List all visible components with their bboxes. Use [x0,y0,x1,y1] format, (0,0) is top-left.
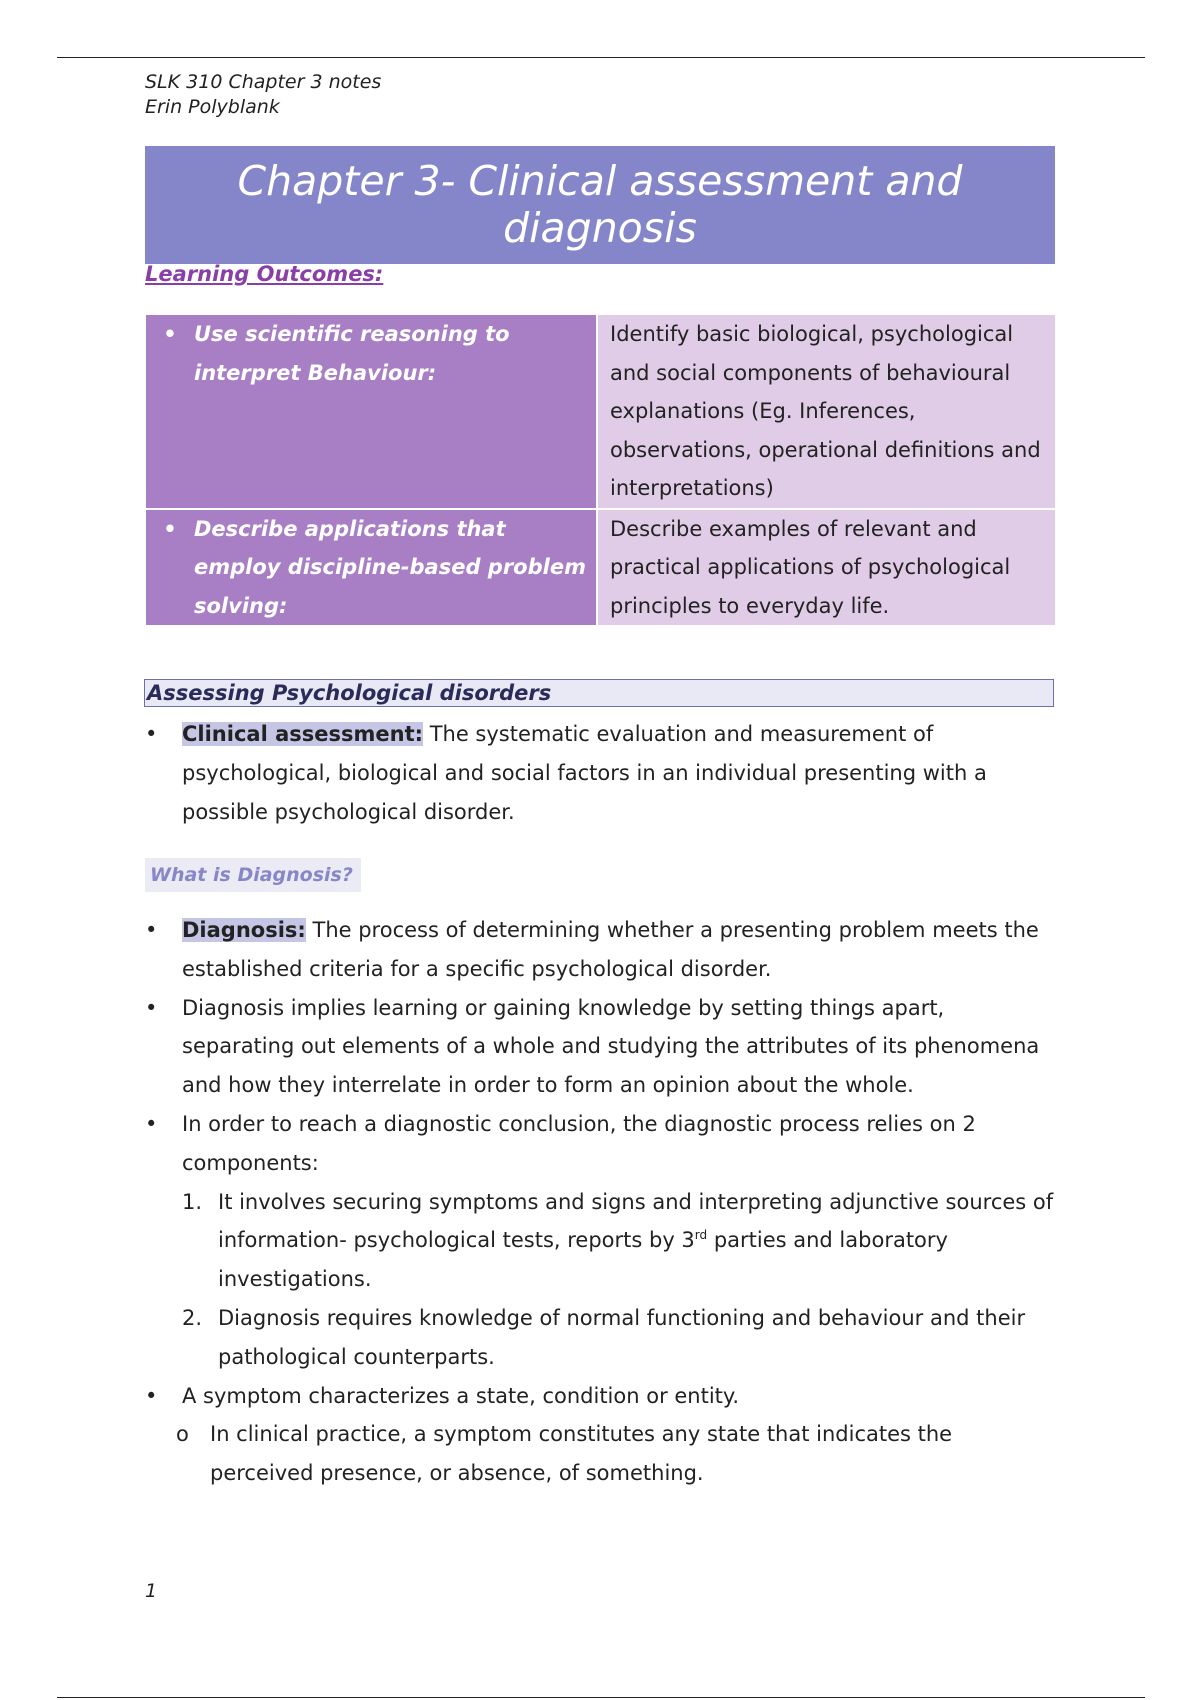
bullet-marker: • [145,995,158,1020]
learning-outcomes-table [146,315,1055,627]
numbered-item [145,1299,1055,1377]
list-item-text: Diagnosis implies learning or gaining knowledge by setting things apart, separating out elements of a whole and studying the attributes of its phenomena and how they interrelate in order to form an opinion about the whole. [182,995,1040,1098]
header-author: Erin Polyblank [145,96,280,118]
number-marker: 2. [182,1305,203,1330]
table-row [146,509,1055,627]
list-item [145,715,1055,831]
table-row [146,315,1055,509]
chapter-title: Chapter 3- Clinical assessment and diagnosis [237,157,963,252]
outcome-text: Use scientific reasoning to interpret Behaviour: [194,322,510,385]
bullet-marker: • [145,1111,158,1136]
definition-text: The systematic evaluation and measurement of psychological, biological and social factors in an individual presenting with a possible psychological disorder. [182,722,987,824]
number-marker: 1. [182,1189,203,1214]
document-header [145,70,381,120]
header-course: SLK 310 Chapter 3 notes [145,71,382,93]
list-item [145,989,1055,1105]
sub-list-item [145,1415,1055,1493]
page-number: 1 [145,1580,158,1602]
bullet-marker: • [145,1383,158,1408]
learning-outcomes-heading: Learning Outcomes: [145,262,384,286]
sub-list-item-text: In clinical practice, a symptom constitutes any state that indicates the perceived presence, or absence, of something. [210,1422,953,1486]
outcome-detail-cell: Identify basic biological, psychological and social components of behavioural explanations (Eg. Inferences, observations, operational definitions and interpretations) [597,315,1055,509]
bullet-marker: • [145,722,158,746]
diagnosis-subheading: What is Diagnosis? [145,858,361,892]
definition-text: The process of determining whether a presenting problem meets the established criteria for a specific psychological disorder. [182,918,1039,981]
section-heading-box [144,679,1054,707]
section-heading: Assessing Psychological disorders [147,681,552,705]
outcome-detail-cell: Describe examples of relevant and practical applications of psychological principles to everyday life. [597,509,1055,627]
numbered-item [145,1183,1055,1299]
bullet-marker: • [163,322,177,346]
list-item [145,1105,1055,1183]
list-item-text: In order to reach a diagnostic conclusion, the diagnostic process relies on 2 components: [182,1111,976,1175]
bullet-marker: • [145,918,158,942]
diagnosis-list [145,911,1055,1493]
numbered-item-text: Diagnosis requires knowledge of normal functioning and behaviour and their pathological counterparts. [218,1305,1026,1369]
sub-bullet-marker: o [176,1422,189,1447]
list-item [145,911,1055,989]
bullet-marker: • [163,516,177,541]
clinical-assessment-list [145,715,1055,831]
outcome-cell [146,509,597,627]
outcome-text: Describe applications that employ discipline-based problem solving: [194,516,586,618]
chapter-title-banner [145,146,1055,264]
term-highlight: Clinical assessment: [182,722,424,746]
list-item [145,1377,1055,1416]
superscript: rd [694,1228,708,1243]
list-item-text: A symptom characterizes a state, condition or entity. [182,1383,740,1408]
outcome-cell [146,315,597,509]
footer-rule [57,1697,1145,1698]
header-rule [57,57,1145,58]
numbered-item-text: It involves securing symptoms and signs and interpreting adjunctive sources of information- psychological tests, reports by 3 [218,1189,1054,1253]
numbered-item-text-end: parties and laboratory investigations. [218,1228,948,1292]
term-highlight: Diagnosis: [182,918,306,942]
